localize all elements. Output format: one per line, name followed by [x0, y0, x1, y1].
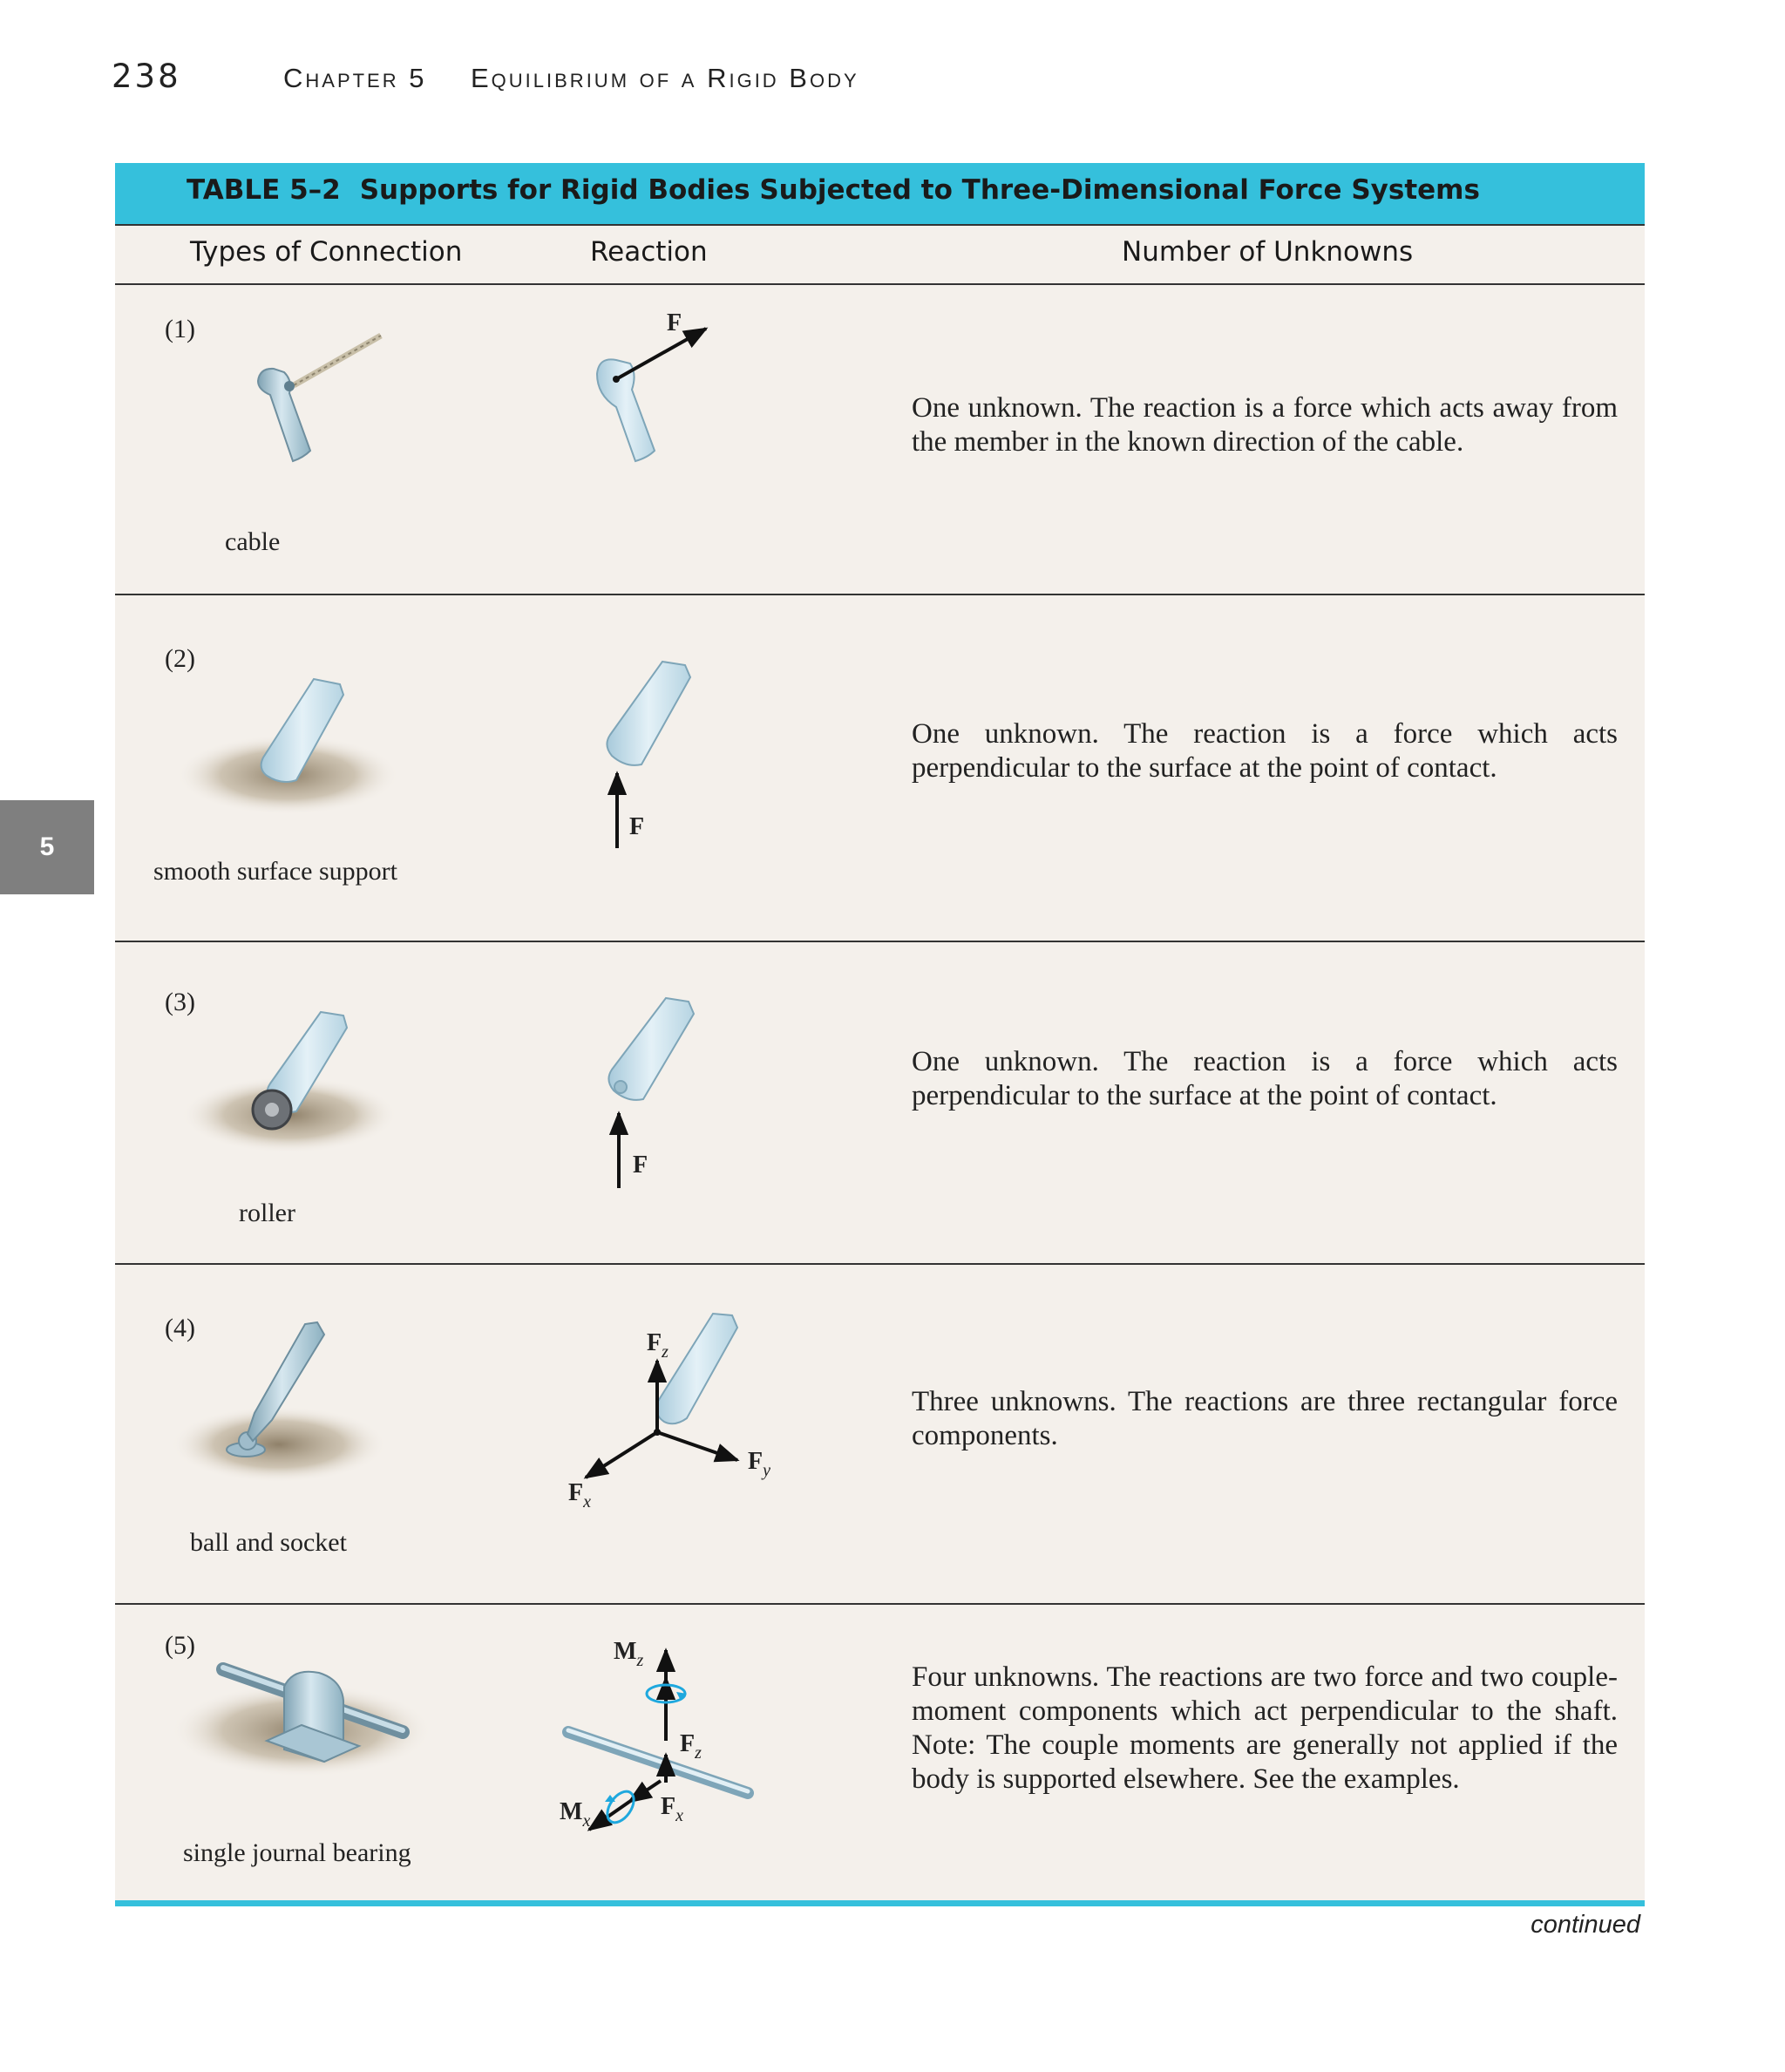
- row-description: One unknown. The reaction is a force which acts perpendicular to the surface at the point of contact.: [912, 1046, 1618, 1111]
- svg-text:Fy: [748, 1448, 770, 1480]
- cable-illustration: [220, 302, 411, 512]
- force-label-f: F: [667, 309, 682, 336]
- subscript-z: z: [636, 1651, 644, 1670]
- table-title-text: Supports for Rigid Bodies Subjected to Three-Dimensional Force Systems: [359, 174, 1480, 206]
- table-row-roller: [115, 941, 1645, 1265]
- force-label-fz: F: [647, 1329, 662, 1356]
- force-label-f: F: [629, 813, 645, 840]
- column-header-connection: Types of Connection: [190, 236, 463, 268]
- subscript-x: x: [675, 1806, 683, 1825]
- table-row-single-journal-bearing: [115, 1603, 1645, 1905]
- svg-text:Fz: [647, 1329, 669, 1362]
- table-row-cable: [115, 285, 1645, 595]
- subscript-y: y: [763, 1461, 770, 1480]
- ball-and-socket-reaction-diagram: [551, 1307, 777, 1525]
- journal-bearing-reaction-diagram: [533, 1636, 812, 1863]
- table-title: [187, 174, 1480, 206]
- svg-text:Mx: [560, 1798, 590, 1831]
- smooth-surface-illustration: [157, 663, 418, 838]
- column-header-unknowns: Number of Unknowns: [1122, 236, 1414, 268]
- cable-reaction-diagram: [581, 311, 756, 512]
- row-index: (4): [165, 1314, 195, 1342]
- smooth-surface-reaction-diagram: [586, 655, 760, 864]
- page-header: [0, 0, 1785, 139]
- table-bottom-rule: [115, 1900, 1645, 1906]
- chapter-title: Equilibrium of a Rigid Body: [471, 63, 859, 93]
- supports-table: [115, 163, 1645, 1905]
- table-row-ball-and-socket: [115, 1263, 1645, 1605]
- subscript-z: z: [695, 1743, 702, 1763]
- force-label-f: F: [633, 1151, 648, 1179]
- row-index: (1): [165, 315, 195, 343]
- column-headers: [115, 226, 1645, 285]
- svg-text:Mz: [614, 1638, 643, 1670]
- subscript-x: x: [583, 1492, 591, 1512]
- page-number: 238: [112, 58, 181, 95]
- table-title-bar: [115, 163, 1645, 226]
- connection-caption: cable: [225, 527, 281, 556]
- ball-and-socket-illustration: [157, 1315, 418, 1507]
- moment-label-mz: M: [614, 1638, 637, 1665]
- svg-text:Fz: [680, 1730, 702, 1763]
- force-label-fz: F: [680, 1730, 696, 1757]
- table-number: TABLE 5–2: [187, 174, 341, 206]
- svg-text:Fx: [568, 1479, 591, 1512]
- connection-caption: smooth surface support: [153, 857, 397, 886]
- svg-text:Fx: [661, 1793, 683, 1825]
- row-description: Three unknowns. The reactions are three rectangular force components.: [912, 1386, 1618, 1451]
- roller-reaction-diagram: [586, 993, 760, 1202]
- column-header-reaction: Reaction: [590, 236, 708, 268]
- force-label-fy: F: [748, 1448, 764, 1475]
- moment-label-mx: M: [560, 1798, 583, 1825]
- roller-illustration: [167, 1003, 429, 1178]
- chapter-label: Chapter 5: [283, 63, 427, 93]
- chapter-side-tab: 5: [0, 800, 94, 894]
- row-description: Four unknowns. The reactions are two force and two couple-moment components which act perpendicular to the shaft. Note: The couple moments are generally not applied if the body is supported elsewhere. See the examples.: [912, 1661, 1618, 1795]
- force-label-fx: F: [568, 1479, 584, 1506]
- connection-caption: ball and socket: [190, 1528, 347, 1557]
- subscript-x: x: [582, 1811, 591, 1831]
- force-label-fx: F: [661, 1793, 676, 1820]
- continued-note: continued: [1530, 1911, 1640, 1939]
- subscript-z: z: [662, 1342, 669, 1362]
- row-description: One unknown. The reaction is a force which acts away from the member in the known direction of the cable.: [912, 392, 1618, 458]
- row-index: (2): [165, 644, 195, 673]
- journal-bearing-illustration: [153, 1638, 450, 1812]
- connection-caption: roller: [239, 1199, 295, 1227]
- row-index: (3): [165, 988, 195, 1016]
- table-row-smooth-surface: [115, 594, 1645, 942]
- connection-caption: single journal bearing: [183, 1838, 411, 1867]
- row-description: One unknown. The reaction is a force which acts perpendicular to the surface at the point of contact.: [912, 718, 1618, 784]
- row-index: (5): [165, 1631, 195, 1660]
